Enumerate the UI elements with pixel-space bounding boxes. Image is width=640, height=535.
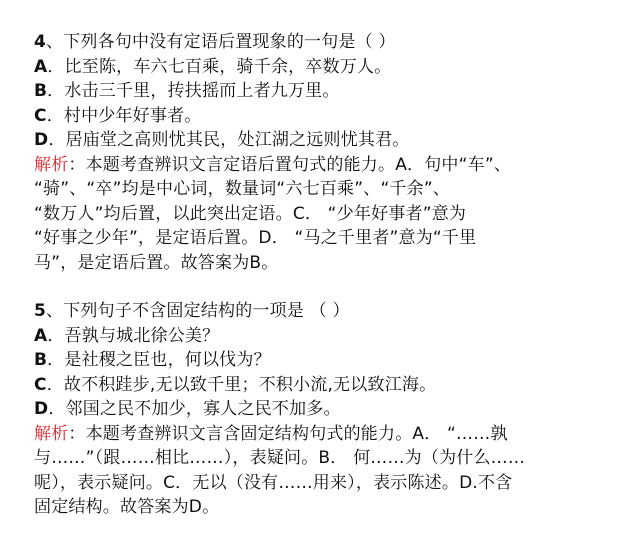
option-letter: B: [34, 81, 48, 101]
question-4-option-c: [34, 104, 620, 129]
question-5-analysis-line-4: 固定结构。故答案为D。: [34, 497, 220, 517]
question-5: [34, 299, 620, 520]
option-text: ．是社稷之臣也，何以伐为？: [47, 350, 271, 370]
analysis-label: 解析: [34, 423, 69, 444]
question-5-analysis-line-2: 与……”（跟……相比……），表疑问。B． 何……为（为什么……: [34, 448, 526, 468]
question-5-option-d: [34, 397, 620, 422]
question-4-analysis-line-4: “好事之少年”，是定语后置。D． “马之千里者”意为“千里: [34, 228, 477, 248]
option-text: ．比至陈，车六七百乘，骑千余，卒数万人。: [47, 56, 392, 77]
question-5-option-b: [34, 348, 620, 373]
analysis-text: ：本题考查辨识文言定语后置句式的能力。A．句中“车”、: [68, 154, 512, 175]
option-letter: A: [34, 325, 48, 346]
question-4-stem-text: 、下列各句中没有定语后置现象的一句是（ ）: [46, 32, 396, 52]
option-text: ．邻国之民不加少，寡人之民不加多。: [48, 399, 341, 419]
question-5-option-a: [34, 324, 620, 349]
question-5-analysis-line-1: [34, 422, 620, 447]
question-4-option-a: [34, 55, 620, 80]
question-4-analysis-line-3: “数万人”均后置，以此突出定语。C． “少年好事者”意为: [34, 203, 467, 224]
analysis-label: 解析: [34, 154, 69, 175]
question-4-number: 4: [34, 32, 47, 52]
option-text: ．居庙堂之高则忧其民，处江湖之远则忧其君。: [48, 130, 410, 150]
option-letter: B: [34, 350, 48, 370]
question-5-analysis-line-3: 呢），表示疑问。C．无以（没有……用来），表示陈述。D.不含: [34, 472, 513, 493]
question-4-analysis-line-1: [34, 153, 620, 178]
question-4-option-d: [34, 128, 620, 153]
option-text: ．村中少年好事者。: [46, 105, 202, 126]
question-4-option-b: [34, 79, 620, 104]
question-4-stem: [34, 30, 620, 55]
question-5-number: 5: [34, 301, 47, 321]
option-letter: C: [34, 374, 47, 395]
option-letter: C: [34, 105, 47, 126]
question-4-analysis-line-2: “骑”、“卒”均是中心词，数量词“六七百乘”、“千余”、: [34, 179, 451, 199]
question-5-option-c: [34, 373, 620, 398]
option-text: ．故不积跬步,无以致千里；不积小流,无以致江海。: [46, 374, 437, 395]
option-letter: D: [34, 130, 49, 150]
question-5-stem-text: 、下列句子不含固定结构的一项是 （ ）: [46, 301, 350, 321]
question-5-stem: [34, 299, 620, 324]
option-text: ．水击三千里，抟扶摇而上者九万里。: [47, 81, 340, 101]
option-text: ．吾孰与城北徐公美？: [47, 325, 220, 346]
option-letter: A: [34, 56, 48, 77]
option-letter: D: [34, 399, 49, 419]
analysis-text: ：本题考查辨识文言含固定结构句式的能力。A． “……孰: [68, 423, 508, 444]
question-4-analysis-line-5: 马”，是定语后置。故答案为B。: [34, 252, 279, 273]
question-4: [34, 30, 620, 275]
